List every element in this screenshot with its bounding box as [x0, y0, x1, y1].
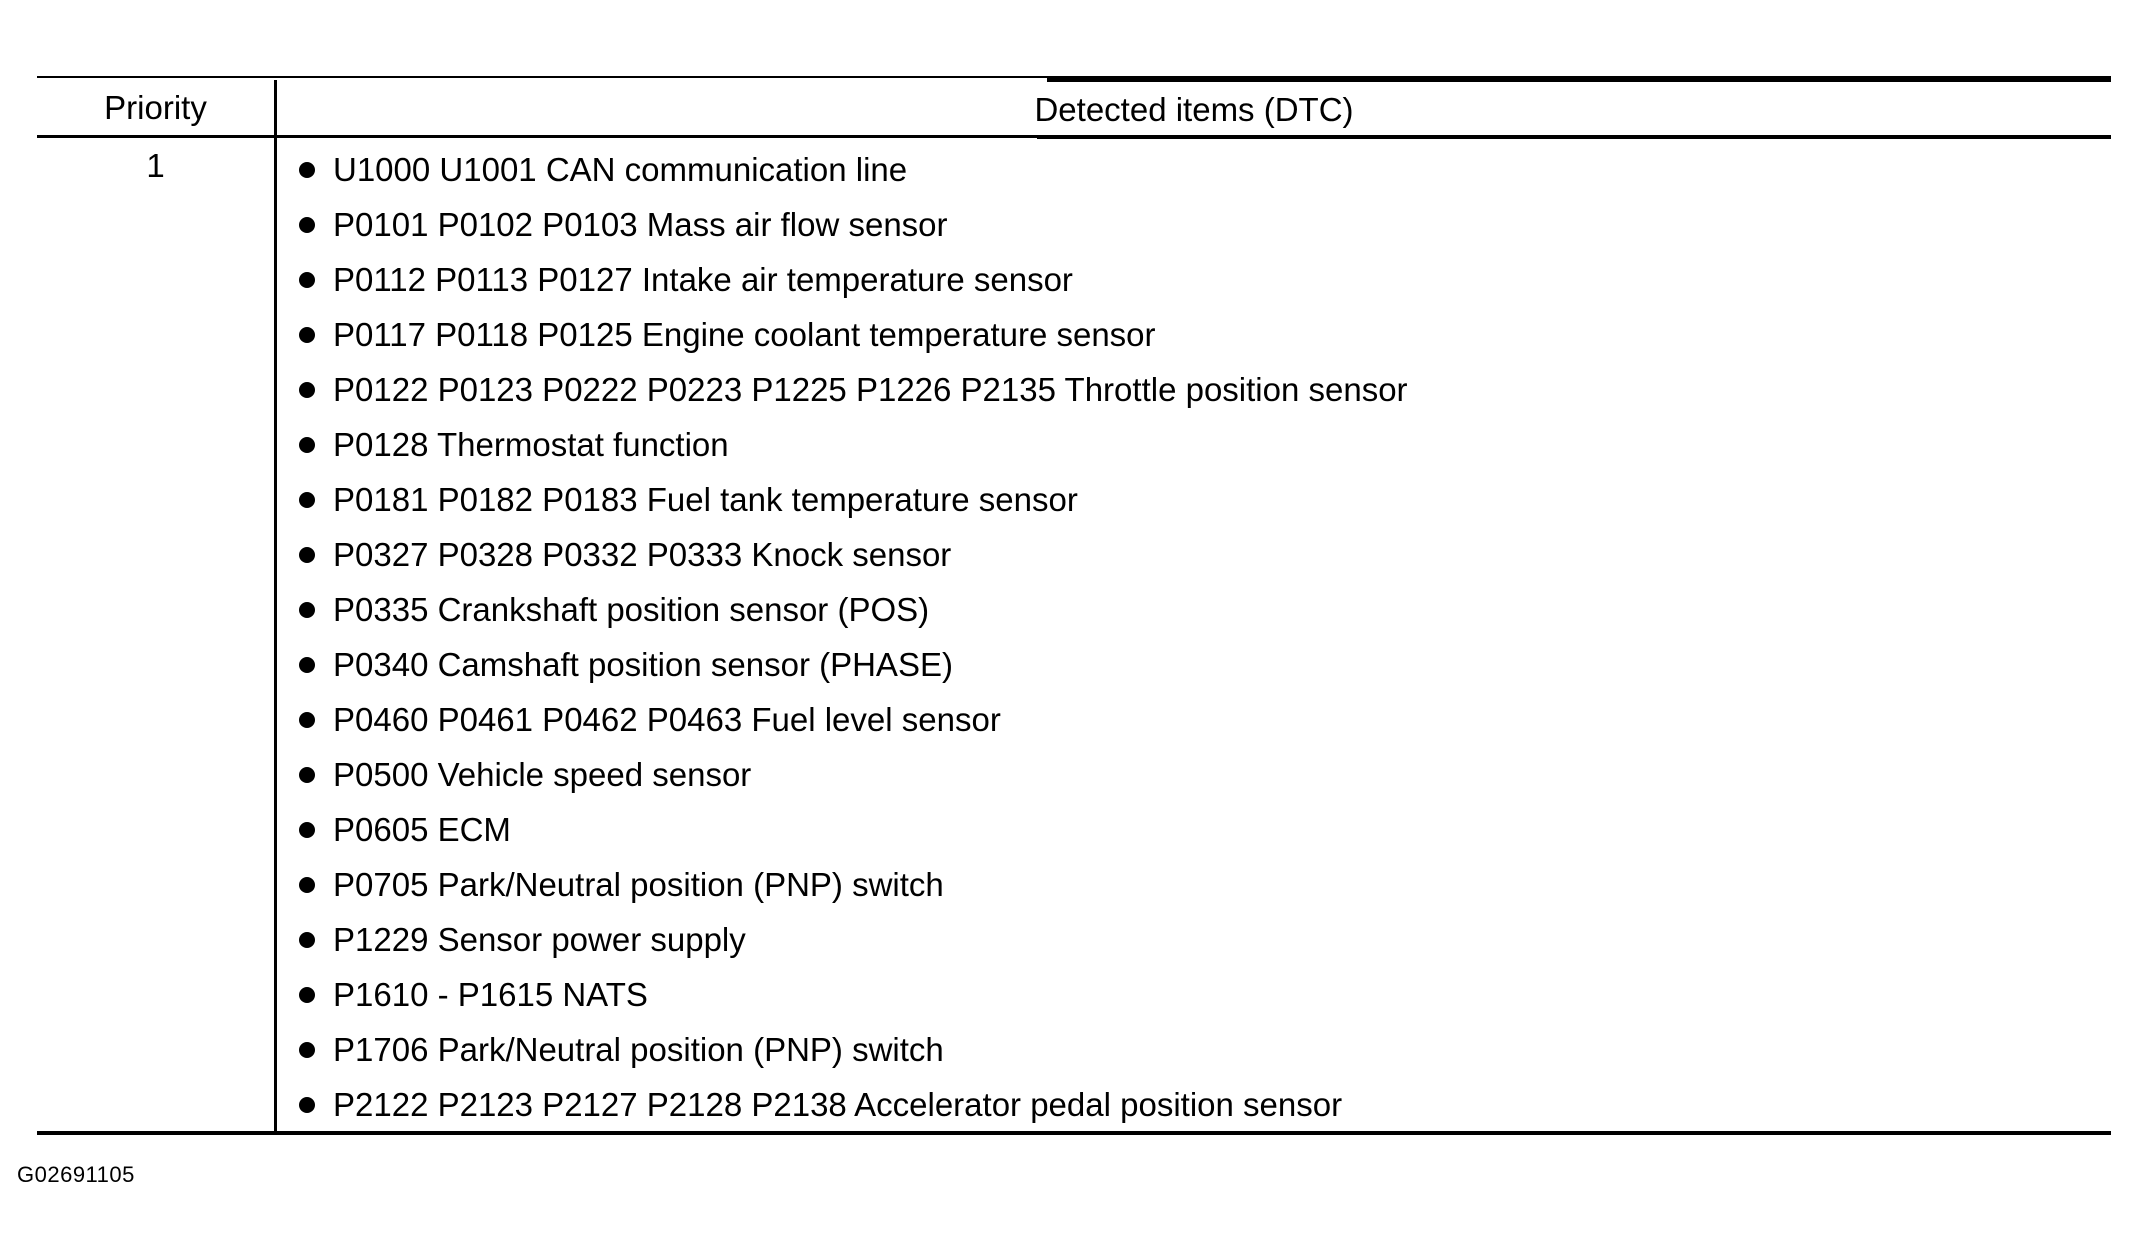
list-item: [299, 252, 1408, 307]
list-item: [299, 527, 1408, 582]
list-item: [299, 1022, 1408, 1077]
dtc-item-text: P0117 P0118 P0125 Engine coolant temperature sensor: [333, 315, 1156, 353]
bullet-icon: [299, 437, 315, 453]
dtc-item-text: P0705 Park/Neutral position (PNP) switch: [333, 865, 944, 903]
list-item: [299, 582, 1408, 637]
dtc-item-text: P0340 Camshaft position sensor (PHASE): [333, 645, 953, 683]
dtc-item-text: P0128 Thermostat function: [333, 425, 729, 463]
bullet-icon: [299, 327, 315, 343]
dtc-item-text: P1229 Sensor power supply: [333, 920, 746, 958]
list-item: [299, 142, 1408, 197]
list-item: [299, 362, 1408, 417]
list-item: [299, 967, 1408, 1022]
table-top-rule: [37, 76, 1057, 78]
header-rule-right: [1037, 136, 2111, 139]
list-item: [299, 692, 1408, 747]
dtc-item-text: P1706 Park/Neutral position (PNP) switch: [333, 1030, 944, 1068]
bullet-icon: [299, 1097, 315, 1113]
bullet-icon: [299, 822, 315, 838]
list-item: [299, 857, 1408, 912]
list-item: [299, 307, 1408, 362]
bullet-icon: [299, 272, 315, 288]
list-item: [299, 1077, 1408, 1132]
header-detected-items: Detected items (DTC): [1034, 91, 1354, 128]
table-top-rule-thick: [1047, 76, 2111, 82]
dtc-item-text: P0605 ECM: [333, 810, 511, 848]
dtc-item-text: P0460 P0461 P0462 P0463 Fuel level sensor: [333, 700, 1001, 738]
header-priority: Priority: [104, 89, 207, 126]
dtc-item-text: U1000 U1001 CAN communication line: [333, 150, 908, 188]
bullet-icon: [299, 547, 315, 563]
list-item: [299, 417, 1408, 472]
bullet-icon: [299, 162, 315, 178]
bullet-icon: [299, 1042, 315, 1058]
list-item: [299, 472, 1408, 527]
dtc-item-text: P0181 P0182 P0183 Fuel tank temperature sensor: [333, 480, 1078, 518]
bullet-icon: [299, 602, 315, 618]
bullet-icon: [299, 877, 315, 893]
priority-value: 1: [146, 147, 165, 184]
figure-code: G02691105: [17, 1162, 135, 1187]
column-divider: [274, 80, 277, 1135]
dtc-item-text: P1610 - P1615 NATS: [333, 975, 648, 1013]
dtc-item-text: P0101 P0102 P0103 Mass air flow sensor: [333, 205, 948, 243]
list-item: [299, 747, 1408, 802]
dtc-item-text: P0122 P0123 P0222 P0223 P1225 P1226 P2135 Throttle position sensor: [333, 370, 1408, 408]
dtc-item-text: P0335 Crankshaft position sensor (POS): [333, 590, 930, 628]
detected-items-list: [299, 142, 1408, 1132]
table-bottom-rule: [37, 1131, 2111, 1135]
bullet-icon: [299, 987, 315, 1003]
bullet-icon: [299, 217, 315, 233]
list-item: [299, 912, 1408, 967]
bullet-icon: [299, 382, 315, 398]
bullet-icon: [299, 492, 315, 508]
dtc-item-text: P0112 P0113 P0127 Intake air temperature sensor: [333, 260, 1073, 298]
dtc-item-text: P0327 P0328 P0332 P0333 Knock sensor: [333, 535, 952, 573]
dtc-item-text: P0500 Vehicle speed sensor: [333, 755, 752, 793]
bullet-icon: [299, 767, 315, 783]
list-item: [299, 802, 1408, 857]
list-item: [299, 637, 1408, 692]
dtc-item-text: P2122 P2123 P2127 P2128 P2138 Accelerator pedal position sensor: [333, 1085, 1343, 1123]
bullet-icon: [299, 657, 315, 673]
bullet-icon: [299, 932, 315, 948]
list-item: [299, 197, 1408, 252]
bullet-icon: [299, 712, 315, 728]
